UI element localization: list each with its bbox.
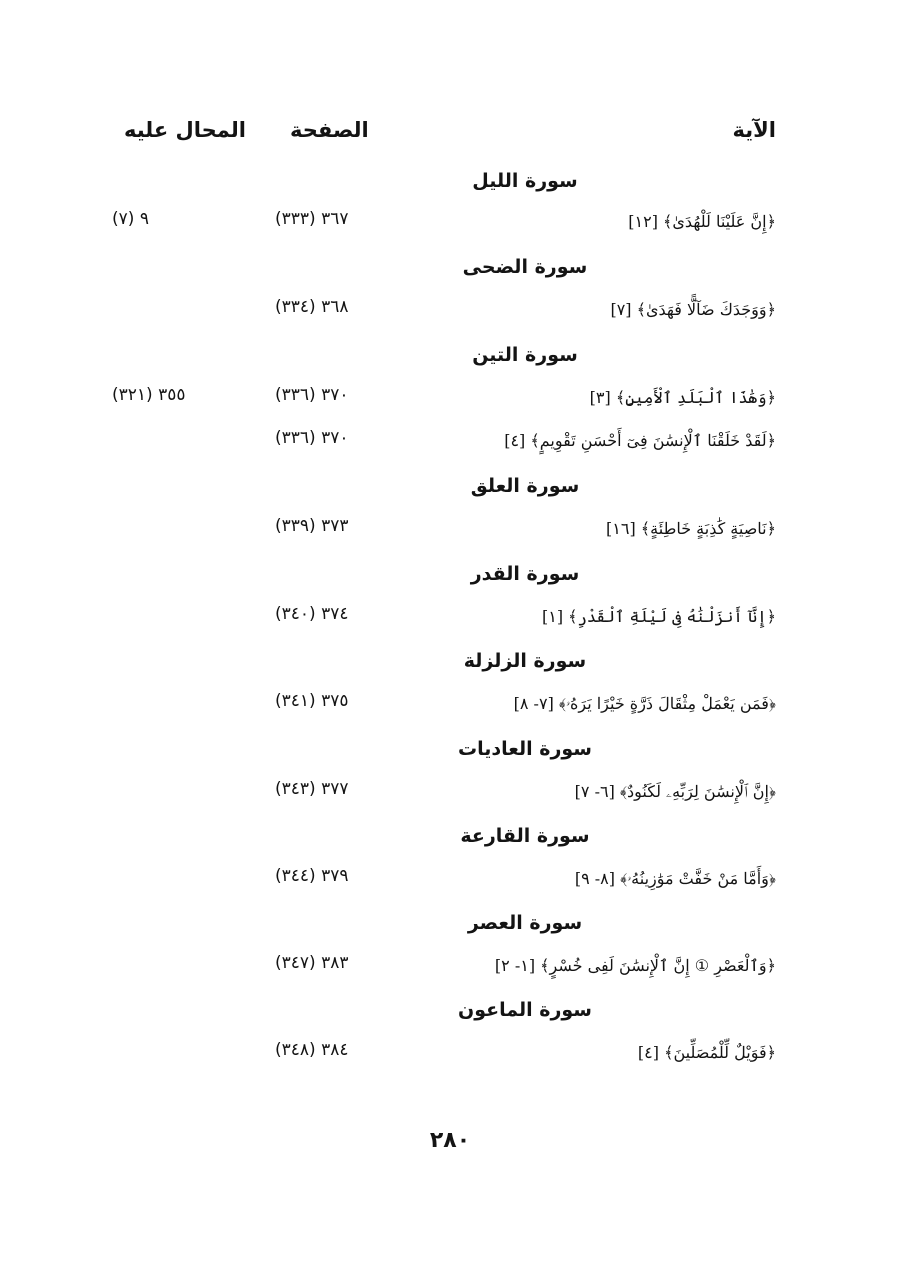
sura-heading: سورة الماعون xyxy=(458,999,592,1021)
verse-text: ﴿فَمَن يَعْمَلْ مِثْقَالَ ذَرَّةٍ خَيْرًا يَرَهُۥ﴾ [٧- ٨] xyxy=(513,694,776,713)
page-reference: ٣٦٨ (٣٣٤) xyxy=(275,297,349,317)
verse-text: ﴿إِنَّ عَلَيْنَا لَلْهُدَىٰ﴾ [١٢] xyxy=(628,212,776,231)
verse-text: ﴿وَوَجَدَكَ ضَآلًّا فَهَدَىٰ﴾ [٧] xyxy=(610,300,776,319)
page-reference: ٣٧٤ (٣٤٠) xyxy=(275,604,349,624)
sura-heading: سورة الضحى xyxy=(462,256,588,278)
verse-text: ﴿نَاصِيَةٍ كَٰذِبَةٍ خَاطِئَةٍ﴾ [١٦] xyxy=(606,519,776,538)
verse-text: ﴿وَهَٰذَا ٱلْبَلَدِ ٱلْأَمِينِ﴾ [٣] xyxy=(589,388,776,407)
sura-heading: سورة التين xyxy=(472,344,578,366)
verse-text: ﴿وَأَمَّا مَنْ خَفَّتْ مَوَٰزِينُهُۥ﴾ [٨- ٩] xyxy=(574,869,776,888)
column-header-page: الصفحة xyxy=(290,118,369,142)
page-reference: ٣٧٥ (٣٤١) xyxy=(275,691,349,711)
sura-heading: سورة الزلزلة xyxy=(463,650,587,672)
cross-reference: ٣٥٥ (٣٢١) xyxy=(112,385,186,405)
verse-text: ﴿إِنَّآ أَنزَلْنَٰهُ فِى لَيْلَةِ ٱلْقَدْرِ﴾ [١] xyxy=(541,607,776,626)
verse-text: ﴿فَوَيْلٌ لِّلْمُصَلِّينَ﴾ [٤] xyxy=(637,1043,776,1062)
column-header-verse: الآية xyxy=(732,118,776,142)
column-header-reference: المحال عليه xyxy=(124,118,246,142)
verse-text: ﴿لَقَدْ خَلَقْنَا ٱلْإِنسَٰنَ فِىٓ أَحْسَنِ تَقْوِيمٍ﴾ [٤] xyxy=(504,431,776,450)
page-reference: ٣٦٧ (٣٣٣) xyxy=(275,209,349,229)
verse-text: ﴿وَٱلْعَصْرِ ① إِنَّ ٱلْإِنسَٰنَ لَفِى خُسْرٍ﴾ [١- ٢] xyxy=(494,956,776,975)
verse-text: ﴿إِنَّ ٱلْإِنسَٰنَ لِرَبِّهِۦ لَكَنُودٌ﴾ [٦- ٧] xyxy=(574,782,776,801)
sura-heading: سورة العلق xyxy=(470,475,580,497)
sura-heading: سورة الليل xyxy=(472,170,578,192)
sura-heading: سورة القارعة xyxy=(460,825,590,847)
page-reference: ٣٧٩ (٣٤٤) xyxy=(275,866,349,886)
page-number: ٢٨٠ xyxy=(429,1128,471,1153)
sura-heading: سورة العاديات xyxy=(458,738,592,760)
page-reference: ٣٧٣ (٣٣٩) xyxy=(275,516,349,536)
page-reference: ٣٨٤ (٣٤٨) xyxy=(275,1040,349,1060)
sura-heading: سورة العصر xyxy=(467,912,583,934)
page-reference: ٣٧٧ (٣٤٣) xyxy=(275,779,349,799)
page-reference: ٣٧٠ (٣٣٦) xyxy=(275,385,349,405)
sura-heading: سورة القدر xyxy=(470,563,580,585)
page-reference: ٣٨٣ (٣٤٧) xyxy=(275,953,349,973)
cross-reference: ٩ (٧) xyxy=(112,209,149,229)
page-reference: ٣٧٠ (٣٣٦) xyxy=(275,428,349,448)
